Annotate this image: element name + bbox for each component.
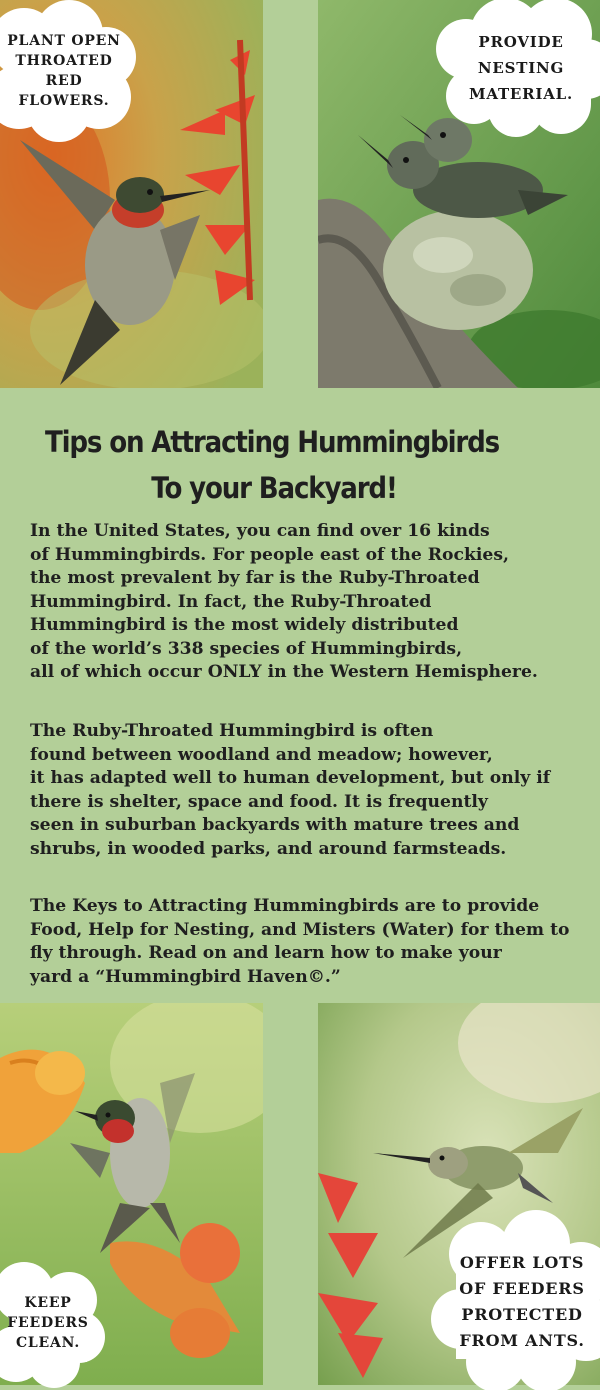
paragraph-line: seen in suburban backyards with mature trees and xyxy=(30,815,520,835)
callout-plant-flowers xyxy=(0,2,134,140)
paragraph-line: all of which occur ONLY in the Western Hemisphere. xyxy=(30,662,538,682)
callout-line: NESTING xyxy=(477,59,565,77)
paragraph-line: Hummingbird is the most widely distributed xyxy=(30,615,459,635)
paragraph-line: The Keys to Attracting Hummingbirds are to provide xyxy=(30,896,540,916)
callout-line: KEEP xyxy=(24,1295,72,1311)
callout-line: OFFER LOTS xyxy=(459,1253,585,1272)
paragraph-keys xyxy=(30,895,590,989)
paragraph-line: there is shelter, space and food. It is frequently xyxy=(30,791,488,812)
paragraph-line: shrubs, in wooded parks, and around farmsteads. xyxy=(30,838,507,859)
paragraph-line: The Ruby-Throated Hummingbird is often xyxy=(30,721,434,741)
callout-line: FROM ANTS. xyxy=(459,1331,585,1350)
page-title-line-1: Tips on Attracting Hummingbirds xyxy=(44,425,500,459)
callout-line: PLANT OPEN xyxy=(7,33,121,49)
paragraph-intro xyxy=(30,520,590,685)
paragraph-line: Hummingbird. In fact, the Ruby-Throated xyxy=(30,591,432,612)
callout-line: RED xyxy=(45,73,83,89)
paragraph-line: the most prevalent by far is the Ruby-Throated xyxy=(30,568,480,588)
paragraph-line: of the world’s 338 species of Hummingbirds, xyxy=(30,638,463,659)
callout-line: FLOWERS. xyxy=(18,93,110,109)
callout-line: MATERIAL. xyxy=(468,85,574,103)
paragraph-line: fly through. Read on and learn how to make your xyxy=(30,943,502,963)
callout-line: FEEDERS xyxy=(7,1315,89,1331)
paragraph-line: yard a “Hummingbird Haven©.” xyxy=(30,966,341,987)
callout-line: OF FEEDERS xyxy=(459,1279,585,1298)
callout-line: PROVIDE xyxy=(478,33,564,51)
paragraph-line: found between woodland and meadow; however, xyxy=(30,744,493,765)
callout-line: PROTECTED xyxy=(461,1305,583,1324)
paragraph-line: In the United States, you can find over 16 kinds xyxy=(30,521,490,541)
paragraph-line: Food, Help for Nesting, and Misters (Water) for them to xyxy=(30,919,570,940)
callout-line: THROATED xyxy=(15,53,113,69)
callout-keep-feeders-clean xyxy=(0,1262,102,1384)
callout-offer-feeders xyxy=(436,1214,600,1390)
callout-line: CLEAN. xyxy=(15,1335,81,1351)
callout-nesting-material xyxy=(436,4,600,132)
page-title-line-2: To your Backyard! xyxy=(151,471,397,505)
paragraph-line: of Hummingbirds. For people east of the Rockies, xyxy=(30,544,510,565)
paragraph-habitat xyxy=(30,720,590,861)
paragraph-line: it has adapted well to human development, but only if xyxy=(30,768,551,788)
